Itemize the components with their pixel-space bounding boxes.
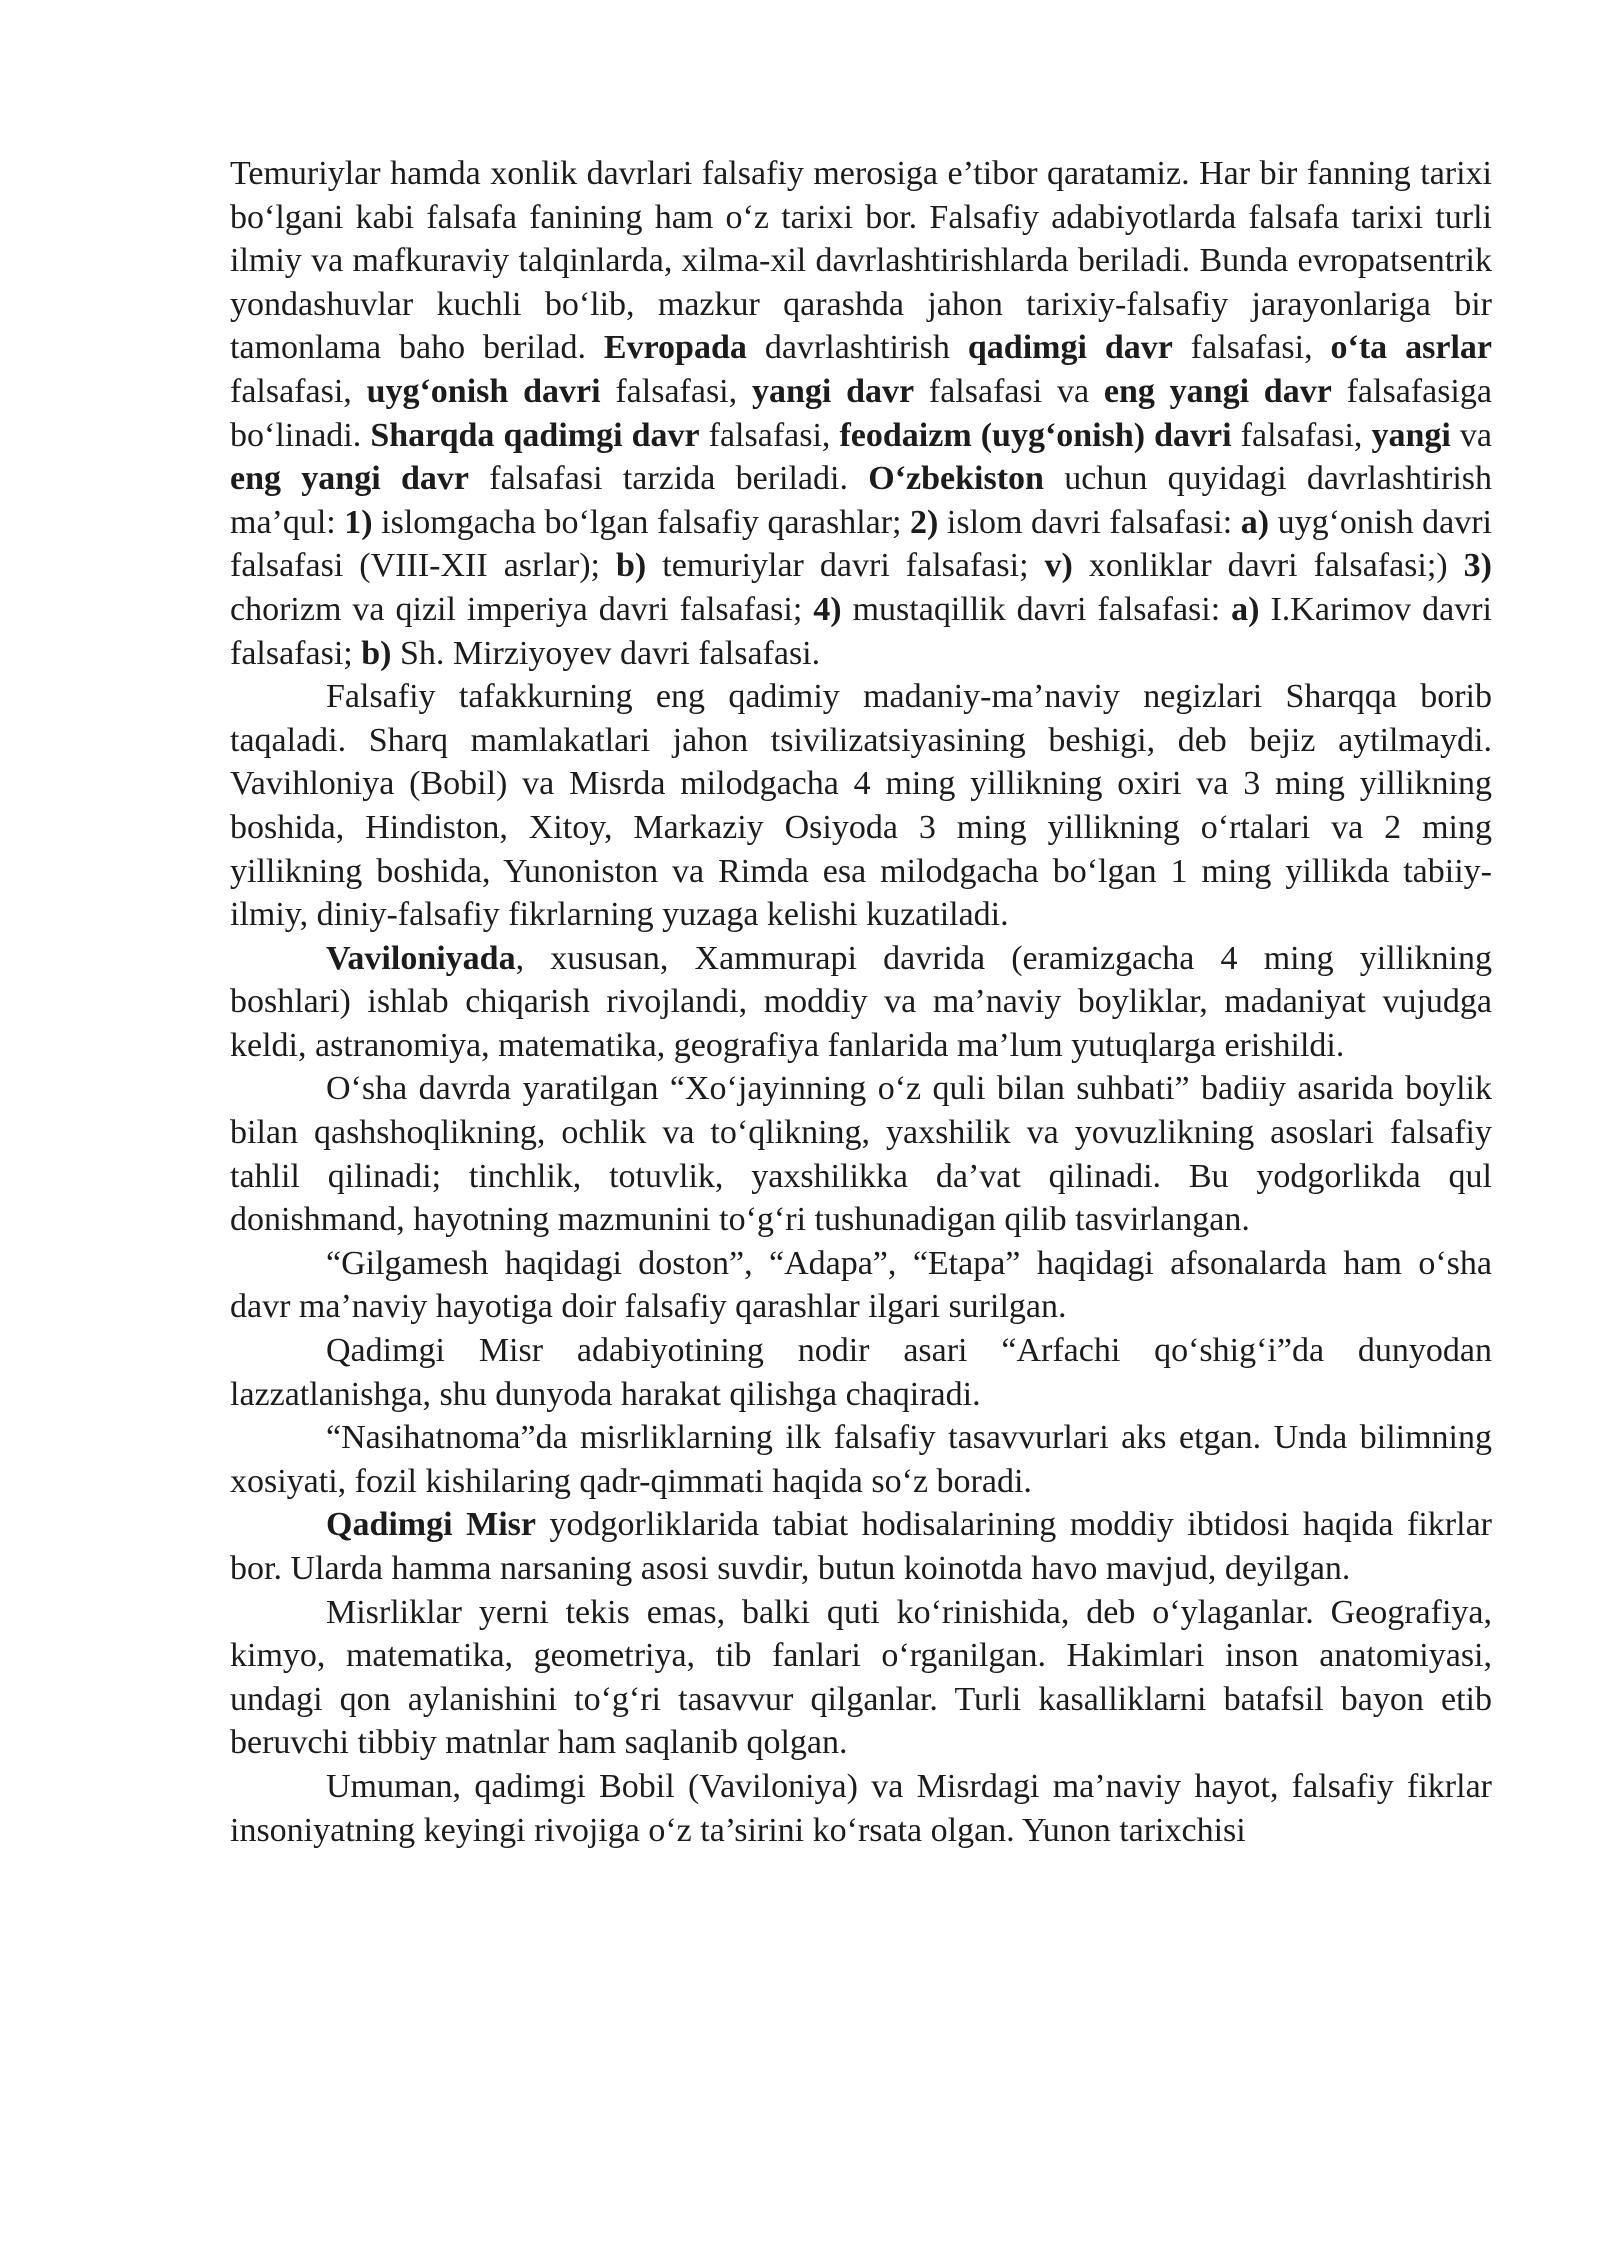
paragraph-3 <box>230 937 1492 1068</box>
bold-text-run: b) <box>361 634 392 672</box>
bold-text-run: eng yangi davr <box>1103 372 1332 410</box>
text-run: xonliklar davri falsafasi;) <box>1072 547 1464 585</box>
paragraph-8 <box>230 1503 1492 1590</box>
text-run: chorizm va qizil imperiya davri falsafasi; <box>230 590 814 628</box>
bold-text-run: Sharqda qadimgi davr <box>370 416 700 454</box>
bold-text-run: 3) <box>1463 547 1492 585</box>
bold-text-run: b) <box>616 547 647 585</box>
bold-text-run: eng yangi davr <box>230 460 469 498</box>
paragraph-1 <box>230 152 1492 675</box>
text-run: falsafasi, <box>1172 329 1331 367</box>
text-run: falsafasi, <box>699 416 840 454</box>
text-run: O‘sha davrda yaratilgan “Xo‘jayinning o‘z quli bilan suhbati” badiiy asarida boylik bilan qashshoqlikning, ochlik va to‘qlikning, yaxshilik va yovuzlikning asoslari falsafiy tahlil qilinadi; tinchlik, totuvlik, yaxshilikka da’vat qilinadi. Bu yodgorlikda qul donishmand, hayotning mazmunini to‘g‘ri tushunadigan qilib tasvirlangan. <box>230 1070 1492 1239</box>
text-run: I.Karimov davri falsafasi; <box>230 590 1493 672</box>
bold-text-run: v) <box>1044 547 1073 585</box>
text-run: islomgacha bo‘lgan falsafiy qarashlar; <box>372 503 911 541</box>
text-run: , xususan, Xammurapi davrida (eramizgacha 4 ming yillikning boshlari) ishlab chiqarish rivojlandi, moddiy va ma’naviy boyliklar, madaniyat vujudga keldi, astranomiya, matematika, geografiya fanlarida ma’lum yutuqlarga erishildi. <box>230 939 1492 1064</box>
text-run: falsafasi va <box>914 372 1104 410</box>
text-run: islom davri falsafasi: <box>938 503 1241 541</box>
text-run: Umuman, qadimgi Bobil (Vaviloniya) va Misrdagi ma’naviy hayot, falsafiy fikrlar insoniyatning keyingi rivojiga o‘z ta’sirini ko‘rsata olgan. Yunon tarixchisi <box>230 1767 1492 1849</box>
bold-text-run: yangi davr <box>751 372 915 410</box>
text-run: uyg‘onish davri falsafasi (VIII-XII asrlar); <box>230 503 1492 585</box>
paragraph-9 <box>230 1591 1492 1765</box>
text-run: Sh. Mirziyoyev davri falsafasi. <box>391 634 821 672</box>
bold-text-run: a) <box>1231 590 1260 628</box>
bold-text-run: uyg‘onish davri <box>366 372 601 410</box>
text-run: uchun quyidagi davrlashtirish ma’qul: <box>230 460 1492 541</box>
text-run: davrlashtirish <box>746 329 968 367</box>
paragraph-6 <box>230 1329 1492 1416</box>
bold-text-run: 2) <box>910 503 939 541</box>
paragraph-2 <box>230 675 1492 937</box>
bold-text-run: O‘zbekiston <box>868 460 1044 498</box>
bold-text-run: Qadimgi Misr <box>326 1506 536 1544</box>
bold-text-run: 1) <box>344 503 373 541</box>
text-run: va <box>1450 416 1492 454</box>
paragraph-4 <box>230 1067 1492 1241</box>
text-run: falsafasiga bo‘linadi. <box>230 372 1492 454</box>
bold-text-run: Evropada <box>603 329 747 367</box>
text-run: Temuriylar hamda xonlik davrlari falsafiy merosiga e’tibor qaratamiz. Har bir fanning tarixi bo‘lgani kabi falsafa fanining ham o‘z tarixi bor. Falsafiy adabiyotlarda falsafa tarixi turli ilmiy va mafkuraviy talqinlarda, xilma-xil davrlashtirishlarda beriladi. Bunda evropatsentrik yondashuvlar kuchli bo‘lib, mazkur qarashda jahon tarixiy-falsafiy jarayonlariga bir tamonlama baho berilad. <box>230 155 1492 367</box>
text-run: falsafasi, <box>600 372 752 410</box>
text-run: Qadimgi Misr adabiyotining nodir asari “Arfachi qo‘shig‘i”da dunyodan lazzatlanishga, shu dunyoda harakat qilishga chaqiradi. <box>230 1332 1492 1413</box>
bold-text-run: yangi <box>1371 416 1451 454</box>
text-run: falsafasi, <box>230 372 367 410</box>
paragraph-10 <box>230 1765 1492 1852</box>
text-run: falsafasi tarzida beriladi. <box>468 460 869 498</box>
bold-text-run: qadimgi davr <box>967 329 1173 367</box>
bold-text-run: a) <box>1240 503 1270 541</box>
text-run: Falsafiy tafakkurning eng qadimiy madaniy-ma’naviy negizlari Sharqqa borib taqaladi. Sharq mamlakatlari jahon tsivilizatsiyasining beshigi, deb bejiz aytilmaydi. Vavihloniya (Bobil) va Misrda milodgacha 4 ming yillikning oxiri va 3 ming yillikning boshida, Hindiston, Xitoy, Markaziy Osiyoda 3 ming yillikning o‘rtalari va 2 ming yillikning boshida, Yunoniston va Rimda esa milodgacha bo‘lgan 1 ming yillikda tabiiy-ilmiy, diniy-falsafiy fikrlarning yuzaga kelishi kuzatiladi. <box>230 678 1492 934</box>
text-run: yodgorliklarida tabiat hodisalarining moddiy ibtidosi haqida fikrlar bor. Ularda hamma narsaning asosi suvdir, butun koinotda havo mavjud, deyilgan. <box>230 1506 1492 1587</box>
paragraph-5 <box>230 1242 1492 1329</box>
text-run: temuriylar davri falsafasi; <box>646 547 1045 585</box>
bold-text-run: o‘ta asrlar <box>1330 329 1492 367</box>
text-run: “Nasihatnoma”da misrliklarning ilk falsafiy tasavvurlari aks etgan. Unda bilimning xosiyati, fozil kishilaring qadr-qimmati haqida so‘z boradi. <box>230 1419 1492 1500</box>
bold-text-run: 4) <box>813 590 842 628</box>
text-run: mustaqillik davri falsafasi: <box>841 590 1232 628</box>
bold-text-run: feodaizm (uyg‘onish) davri <box>839 416 1232 454</box>
text-run: Misrliklar yerni tekis emas, balki quti ko‘rinishida, deb o‘ylaganlar. Geografiya, kimyo, matematika, geometriya, tib fanlari o‘rganilgan. Hakimlari inson anatomiyasi, undagi qon aylanishini to‘g‘ri tasavvur qilganlar. Turli kasalliklarni batafsil bayon etib beruvchi tibbiy matnlar ham saqlanib qolgan. <box>230 1593 1492 1762</box>
text-run: “Gilgamesh haqidagi doston”, “Adapa”, “Etapa” haqidagi afsonalarda ham o‘sha davr ma’naviy hayotiga doir falsafiy qarashlar ilgari surilgan. <box>230 1244 1492 1326</box>
text-run: falsafasi, <box>1231 416 1372 454</box>
paragraph-7 <box>230 1416 1492 1503</box>
document-page <box>230 152 1492 1852</box>
bold-text-run: Vaviloniyada <box>326 939 516 977</box>
